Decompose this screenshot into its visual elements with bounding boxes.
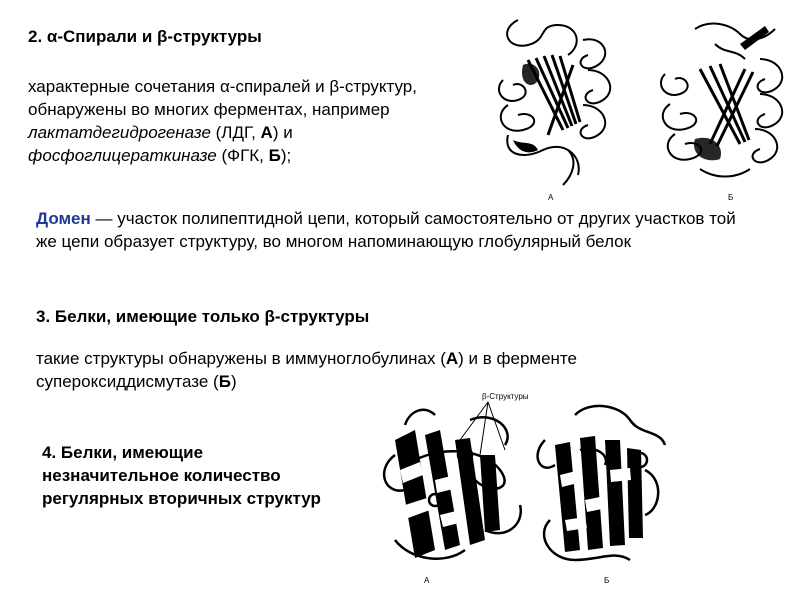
section2-text [28, 75, 468, 167]
enzyme-pgk: фосфоглицераткиназе [28, 146, 217, 165]
pgk-protein-figure [655, 14, 795, 189]
bottom-figure-a-caption: А [424, 576, 430, 585]
label-a: А [260, 123, 273, 142]
section4-heading: 4. Белки, имеющие незначительное количество регулярных вторичных структур [42, 443, 321, 508]
bottom-figure-b-caption: Б [604, 576, 610, 585]
ldh-protein-figure [488, 10, 628, 190]
section3-tail: ) [230, 372, 237, 391]
enzyme-ldh: лактатдегидрогеназе [28, 123, 211, 142]
superoxide-dismutase-figure [535, 400, 670, 575]
beta-label-pointers [440, 400, 510, 460]
section2-mid2: ) и [272, 123, 293, 142]
top-figure-a-caption: А [548, 193, 554, 202]
section3-text-prefix: такие структуры обнаружены в иммуноглобулинах ( [36, 349, 446, 368]
section2-mid1: (ЛДГ, [210, 123, 261, 142]
beta-structures-label: β-Структуры [482, 392, 529, 401]
label-b: Б [268, 146, 281, 165]
section3-heading: 3. Белки, имеющие только β-структуры [36, 307, 370, 326]
section2-heading: 2. α-Спирали и β-структуры [28, 27, 262, 46]
top-figure-b-caption: Б [728, 193, 734, 202]
label-a: А [445, 349, 459, 368]
domain-term: Домен [36, 209, 91, 228]
label-b: Б [218, 372, 231, 391]
domain-definition-text: — участок полипептидной цепи, который самостоятельно от других участков той же цепи образует структуру, во многом напоминающую глобулярный белок [36, 209, 736, 251]
domain-definition [36, 207, 756, 253]
section2-tail: ); [280, 146, 292, 165]
section2-text-prefix: характерные сочетания α-спиралей и β-структур, обнаружены во многих ферментах, например [28, 77, 417, 119]
section3-text [36, 347, 696, 393]
section3-mid: ) и в ферменте супероксиддисмутазе ( [36, 349, 577, 391]
section2-mid3: (ФГК, [216, 146, 269, 165]
